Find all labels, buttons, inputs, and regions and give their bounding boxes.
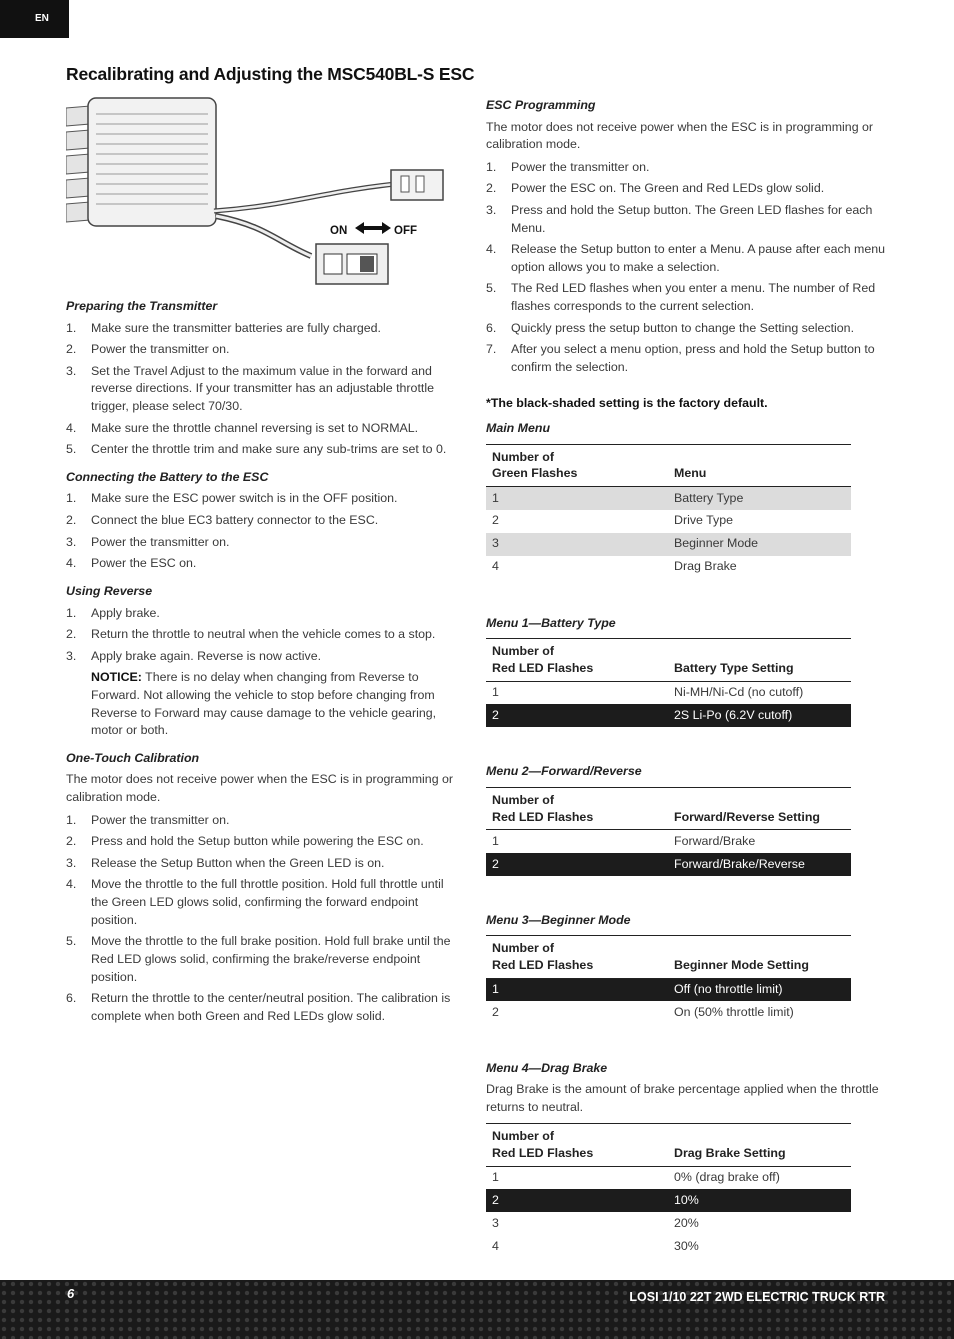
menu-table-block [486,615,891,728]
left-column [66,96,461,1029]
page-number: 6 [67,1286,75,1301]
step-text: After you select a menu option, press and hold the Setup button to confirm the selection. [511,342,875,374]
list-item [486,202,891,237]
menu-table-block [486,1060,891,1258]
setting-cell: Off (no throttle limit) [668,978,851,1001]
table-row [486,1212,851,1235]
on-label: ON [330,225,348,237]
table-header-row [486,936,851,978]
connecting-heading: Connecting the Battery to the ESC [66,469,269,484]
table-title: Menu 1—Battery Type [486,615,616,630]
step-number: 3. [66,855,77,870]
esc-illustration [66,96,461,288]
step-number: 1. [486,159,497,174]
step-text: Center the throttle trim and make sure any sub-trims are set to 0. [91,442,447,457]
language-tab [0,0,69,38]
menu-table-block [486,420,891,579]
list-item [66,833,461,851]
reverse-notice [66,669,461,739]
step-number: 7. [486,342,497,357]
step-number: 1. [66,491,77,506]
step-text: Connect the blue EC3 battery connector to the ESC. [91,513,379,528]
step-number: 2. [486,181,497,196]
header-line: Number of [492,449,554,464]
column-header-setting: Drag Brake Setting [668,1124,851,1166]
header-line: Number of [492,941,554,956]
settings-table [486,787,851,876]
programming-intro: The motor does not receive power when the ESC is in programming or calibration mode. [486,119,874,152]
column-header-count [486,444,668,486]
step-number: 3. [66,534,77,549]
flash-count-cell: 2 [486,853,668,876]
list-item [486,280,891,315]
setting-cell: Ni-MH/Ni-Cd (no cutoff) [674,685,804,700]
step-text: Release the Setup button to enter a Menu. A pause after each menu option allows you to make a selection. [511,242,886,274]
menu-tables [486,420,891,1258]
off-label: OFF [394,225,417,237]
step-number: 6. [486,320,497,335]
setting-cell: 10% [668,1189,851,1212]
setting-cell: 20% [674,1215,699,1230]
table-row [486,510,851,533]
step-number: 4. [66,420,77,435]
list-item [66,812,461,830]
list-item [66,441,461,459]
step-number: 2. [66,342,77,357]
list-item [66,512,461,530]
step-text: Apply brake. [91,605,160,620]
column-header-count [486,639,668,681]
column-header-setting: Beginner Mode Setting [668,936,851,978]
preparing-steps [66,320,461,459]
setting-cell: Drive Type [674,513,733,528]
step-text: Press and hold the Setup button while powering the ESC on. [91,834,424,849]
settings-table [486,638,851,727]
header-line: Number of [492,644,554,659]
flash-count-cell: 1 [492,685,499,700]
flash-count-cell: 3 [486,533,668,556]
step-text: Set the Travel Adjust to the maximum value in the forward and reverse directions. If your transmitter has an adjustable throttle trigger, please select 70/30. [91,363,434,414]
default-note: *The black-shaded setting is the factory default. [486,395,768,410]
flash-count-cell: 4 [492,559,499,574]
step-number: 5. [486,281,497,296]
table-row [486,556,851,579]
table-title: Menu 4—Drag Brake [486,1061,608,1076]
table-row [486,681,851,704]
column-header-setting: Battery Type Setting [668,639,851,681]
table-header-row [486,1124,851,1166]
step-text: Make sure the ESC power switch is in the OFF position. [91,491,398,506]
table-row [486,1235,851,1258]
table-row [486,978,851,1001]
table-row [486,487,851,510]
flash-count-cell: 1 [486,978,668,1001]
list-item [66,933,461,986]
preparing-heading: Preparing the Transmitter [66,299,218,313]
step-number: 4. [486,242,497,257]
step-number: 1. [66,812,77,827]
reverse-heading: Using Reverse [66,583,153,598]
list-item [486,159,891,177]
calibration-heading: One-Touch Calibration [66,750,200,765]
setting-cell: Beginner Mode [668,533,851,556]
step-text: The Red LED flashes when you enter a menu. The number of Red flashes corresponds to the current selection. [511,281,876,314]
step-number: 3. [66,363,77,378]
step-text: Return the throttle to neutral when the vehicle comes to a stop. [91,627,436,642]
right-column [486,87,891,1294]
column-header-setting: Forward/Reverse Setting [668,787,851,829]
page-title: Recalibrating and Adjusting the MSC540BL-S ESC [66,64,475,84]
list-item [66,320,461,338]
table-row [486,533,851,556]
list-item [486,341,891,376]
step-number: 4. [66,556,77,571]
step-number: 4. [66,877,77,892]
table-row [486,1166,851,1189]
settings-table [486,444,851,579]
connecting-steps [66,490,461,572]
step-number: 5. [66,934,77,949]
step-text: Make sure the throttle channel reversing is set to NORMAL. [91,420,419,435]
notice-label: NOTICE: [91,670,142,685]
column-header-count [486,1124,668,1166]
step-text: Power the transmitter on. [511,159,650,174]
step-number: 6. [66,991,77,1006]
step-text: Return the throttle to the center/neutral position. The calibration is complete when both Green and Red LEDs glow solid. [91,991,451,1023]
header-line: Red LED Flashes [492,661,594,676]
setting-cell: Forward/Brake/Reverse [668,853,851,876]
table-row [486,830,851,853]
step-text: Press and hold the Setup button. The Green LED flashes for each Menu. [511,203,873,235]
table-title: Menu 2—Forward/Reverse [486,764,642,779]
list-item [66,855,461,873]
step-text: Power the transmitter on. [91,342,230,357]
menu-table-block [486,912,891,1025]
flash-count-cell: 1 [486,487,668,510]
settings-table [486,935,851,1024]
flash-count-cell: 4 [492,1238,499,1253]
table-title: Menu 3—Beginner Mode [486,912,631,927]
header-line: Number of [492,792,554,807]
step-number: 1. [66,320,77,335]
settings-table [486,1123,851,1258]
step-text: Move the throttle to the full brake position. Hold full brake until the Red LED glows solid, confirming the brake/reverse endpoint position. [91,934,451,984]
setting-cell: 2S Li-Po (6.2V cutoff) [668,704,851,727]
column-header-count [486,936,668,978]
flash-count-cell: 1 [492,833,499,848]
menu-table-block [486,763,891,876]
flash-count-cell: 2 [486,1189,668,1212]
reverse-steps [66,605,461,666]
list-item [66,341,461,359]
step-text: Release the Setup Button when the Green LED is on. [91,855,385,870]
flash-count-cell: 2 [486,704,668,727]
table-header-row [486,787,851,829]
step-text: Move the throttle to the full throttle position. Hold full throttle until the Green LED glows solid, confirming the forward endpoint position. [91,877,444,927]
language-label: EN [35,12,49,24]
list-item [486,241,891,276]
step-text: Power the ESC on. The Green and Red LEDs glow solid. [511,181,825,196]
list-item [66,626,461,644]
step-number: 2. [66,513,77,528]
product-title: LOSI 1/10 22T 2WD ELECTRIC TRUCK RTR [629,1290,885,1304]
step-number: 3. [486,203,497,218]
step-number: 3. [66,648,77,663]
list-item [66,648,461,666]
setting-cell: Forward/Brake [674,833,756,848]
table-row [486,1189,851,1212]
calibration-intro: The motor does not receive power when the ESC is in programming or calibration mode. [66,772,454,805]
flash-count-cell: 1 [492,1170,499,1185]
setting-cell: On (50% throttle limit) [674,1005,794,1020]
notice-text: There is no delay when changing from Reverse to Forward. Not allowing the vehicle to stop before changing from Reverse to Forward may cause damage to the vehicle gearing, motor or both. [91,670,437,738]
setting-cell: 30% [674,1238,699,1253]
step-text: Power the ESC on. [91,556,197,571]
page-footer [0,1280,954,1339]
calibration-steps [66,812,461,1026]
step-number: 1. [66,605,77,620]
programming-heading: ESC Programming [486,98,596,112]
table-title: Main Menu [486,421,551,436]
column-header-setting: Menu [668,444,851,486]
step-number: 2. [66,834,77,849]
step-text: Make sure the transmitter batteries are fully charged. [91,320,381,335]
setting-cell: Battery Type [668,487,851,510]
table-row [486,853,851,876]
list-item [486,180,891,198]
flash-count-cell: 2 [492,513,499,528]
table-row [486,1001,851,1024]
header-line: Red LED Flashes [492,1146,594,1161]
table-row [486,704,851,727]
list-item [66,555,461,573]
list-item [66,490,461,508]
list-item [66,363,461,416]
header-line: Red LED Flashes [492,958,594,973]
setting-cell: 0% (drag brake off) [674,1170,780,1185]
list-item [66,420,461,438]
setting-cell: Drag Brake [674,559,737,574]
esc-diagram [66,96,461,288]
step-text: Quickly press the setup button to change the Setting selection. [511,320,855,335]
list-item [66,876,461,929]
header-line: Red LED Flashes [492,809,594,824]
column-header-count [486,787,668,829]
table-intro: Drag Brake is the amount of brake percentage applied when the throttle returns to neutral. [486,1082,879,1114]
step-text: Power the transmitter on. [91,812,230,827]
list-item [66,990,461,1025]
list-item [66,534,461,552]
step-number: 2. [66,627,77,642]
header-line: Number of [492,1129,554,1144]
table-header-row [486,444,851,486]
flash-count-cell: 2 [492,1005,499,1020]
flash-count-cell: 3 [492,1215,499,1230]
list-item [486,320,891,338]
table-header-row [486,639,851,681]
programming-steps [486,159,891,377]
list-item [66,605,461,623]
step-text: Power the transmitter on. [91,534,230,549]
step-text: Apply brake again. Reverse is now active. [91,648,322,663]
header-line: Green Flashes [492,466,578,481]
step-number: 5. [66,442,77,457]
